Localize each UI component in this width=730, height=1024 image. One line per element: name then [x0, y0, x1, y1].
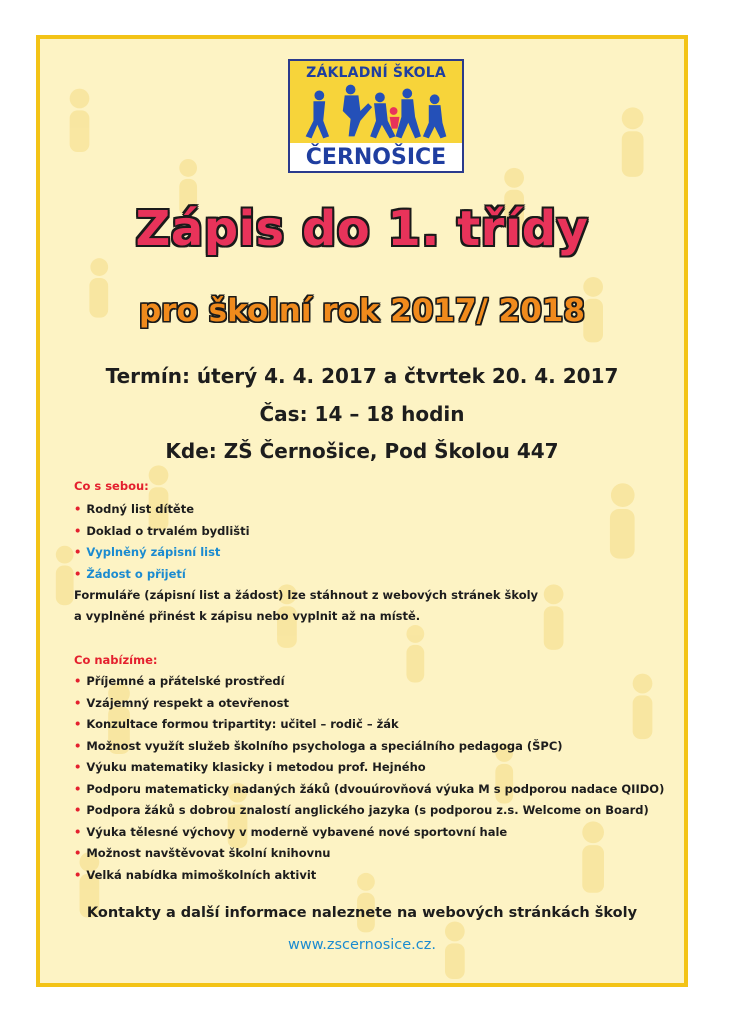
bring-heading: Co s sebou: [74, 479, 149, 493]
list-item: • Rodný list dítěte [74, 502, 195, 516]
bullet-icon: • [74, 824, 82, 839]
offer-list [74, 671, 674, 886]
bullet-icon: • [74, 867, 82, 882]
bullet-icon: • [74, 803, 82, 817]
logo-name-bottom: ČERNOŠICE [290, 143, 462, 173]
list-item: • Výuku matematiky klasicky i metodou prof. Hejného [74, 760, 426, 774]
poster [36, 35, 688, 987]
list-item: • Doklad o trvalém bydlišti [74, 523, 250, 538]
forms-note-line1: Formuláře (zápisní list a žádost) lze stáhnout z webových stránek školy [74, 588, 539, 602]
logo-yellow-panel [290, 61, 462, 143]
list-item: • Vzájemný respekt a otevřenost [74, 695, 289, 710]
bullet-icon: • [74, 674, 82, 688]
page-subtitle: pro školní rok 2017/ 2018 [139, 293, 585, 329]
page-title: Zápis do 1. třídy [135, 201, 589, 257]
logo-name-top: ZÁKLADNÍ ŠKOLA [306, 65, 446, 81]
bullet-icon: • [74, 566, 82, 581]
bullet-icon: • [74, 695, 82, 710]
logo-children-silhouettes-icon [290, 81, 462, 143]
school-logo [288, 59, 464, 173]
bring-list [74, 499, 674, 585]
bullet-icon: • [74, 502, 82, 516]
bullet-icon: • [74, 760, 82, 774]
list-item: • Podpora žáků s dobrou znalostí anglického jazyka (s podporou z.s. Welcome on Board) [74, 803, 649, 817]
list-item: • Možnost využít služeb školního psychologa a speciálního pedagoga (ŠPC) [74, 738, 563, 753]
website-link[interactable]: www.zscernosice.cz. [288, 937, 436, 953]
list-item: • Příjemné a přátelské prostředí [74, 674, 285, 688]
list-item: • Žádost o přijetí [74, 566, 186, 581]
time-line: Čas: 14 – 18 hodin [259, 402, 465, 426]
list-item: • Velká nabídka mimoškolních aktivit [74, 867, 317, 882]
list-item: • Možnost navštěvovat školní knihovnu [74, 846, 331, 860]
offer-heading: Co nabízíme: [74, 653, 158, 667]
list-item: • Výuka tělesné výchovy v moderně vybavené nové sportovní hale [74, 824, 508, 839]
forms-note-line2: a vyplněné přinést k zápisu nebo vyplnit až na místě. [74, 609, 421, 623]
bullet-icon: • [74, 738, 82, 753]
place-line: Kde: ZŠ Černošice, Pod Školou 447 [165, 439, 559, 463]
bullet-icon: • [74, 781, 82, 796]
term-line: Termín: úterý 4. 4. 2017 a čtvrtek 20. 4. 2017 [105, 364, 619, 388]
list-item: • Podporu matematicky nadaných žáků (dvouúrovňová výuka M s podporou nadace QIIDO) [74, 781, 665, 796]
bullet-icon: • [74, 846, 82, 860]
bullet-icon: • [74, 717, 82, 731]
contact-info: Kontakty a další informace naleznete na webových stránkách školy [86, 905, 638, 921]
bullet-icon: • [74, 523, 82, 538]
list-item: • Vyplněný zápisní list [74, 545, 221, 559]
bullet-icon: • [74, 545, 82, 559]
list-item: • Konzultace formou tripartity: učitel – rodič – žák [74, 717, 399, 731]
